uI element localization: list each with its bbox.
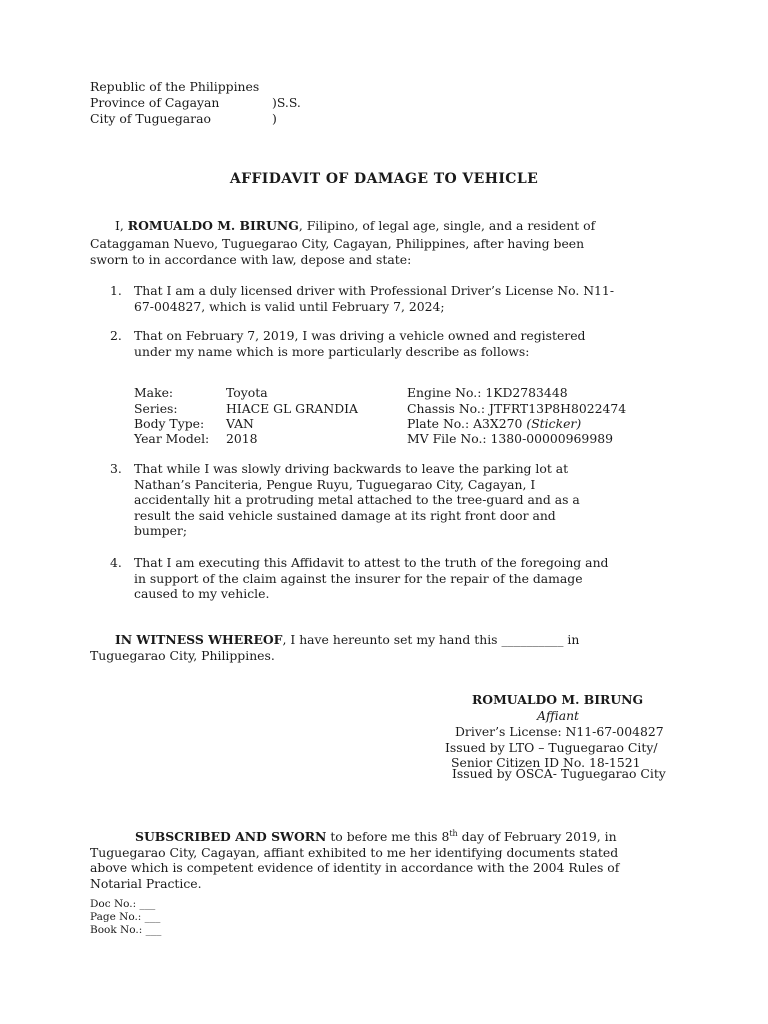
list-item-line: result the said vehicle sustained damage at its right front door and <box>134 507 556 523</box>
vehicle-label: Make: <box>134 385 174 400</box>
vehicle-right-field <box>407 431 613 447</box>
witness-text: , I have hereunto set my hand this <box>282 632 502 647</box>
list-item-4 <box>110 555 678 602</box>
list-item-line: bumper; <box>134 523 188 539</box>
affiant-name: ROMUALDO M. BIRUNG <box>127 218 299 233</box>
jurat-paragraph <box>90 826 678 892</box>
vehicle-label: Body Type: <box>134 416 205 431</box>
vehicle-label: Series: <box>134 401 178 416</box>
vehicle-value: 2018 <box>226 431 258 446</box>
jurat-superscript: th <box>449 829 458 838</box>
vehicle-row <box>134 431 694 447</box>
vehicle-right-value: 1KD2783448 <box>485 385 568 400</box>
list-item-1 <box>110 283 678 314</box>
signature-issuer-lto: Issued by LTO – Tuguegarao City/ <box>445 740 658 755</box>
list-item-number: 4. <box>110 555 122 570</box>
venue-line-2: Province of Cagayan <box>90 95 220 110</box>
jurat-line-4: Notarial Practice. <box>90 875 202 891</box>
list-item-2 <box>110 328 678 359</box>
witness-line-1 <box>90 632 678 648</box>
vehicle-right-value: A3X270 <box>473 416 523 431</box>
page-no-label: Page No.: <box>90 911 142 923</box>
list-item-line: accidentally hit a protruding metal attached to the tree-guard and as a <box>134 492 580 508</box>
list-item-line: in support of the claim against the insurer for the repair of the damage <box>134 570 583 586</box>
vehicle-value: HIACE GL GRANDIA <box>226 401 358 416</box>
vehicle-right-field <box>407 385 568 401</box>
list-item-line: Nathan’s Panciteria, Pengue Ruyu, Tuguegarao City, Cagayan, I <box>134 476 536 492</box>
signature-license: Driver’s License: N11-67-004827 <box>455 724 664 739</box>
vehicle-right-field <box>407 416 581 432</box>
vehicle-row <box>134 416 694 432</box>
vehicle-row <box>134 385 694 401</box>
witness-lead: IN WITNESS WHEREOF <box>115 632 283 647</box>
intro-lead: I, <box>115 218 128 233</box>
doc-no-blank: ___ <box>139 898 156 910</box>
signature-issuer-osca: Issued by OSCA- Tuguegarao City <box>452 766 666 781</box>
doc-no <box>90 898 155 911</box>
page-no <box>90 911 160 924</box>
vehicle-right-label: MV File No.: <box>407 431 487 446</box>
intro-paragraph <box>90 218 678 234</box>
list-item-line: under my name which is more particularly describe as follows: <box>134 343 530 359</box>
jurat-line-2: Tuguegarao City, Cagayan, affiant exhibited to me her identifying documents stated <box>90 844 619 860</box>
doc-no-label: Doc No.: <box>90 898 137 910</box>
list-item-line: 67-004827, which is valid until February 7, 2024; <box>134 298 445 314</box>
intro-line-3: sworn to in accordance with law, depose and state: <box>90 252 412 267</box>
list-item-line: That I am a duly licensed driver with Professional Driver’s License No. N11- <box>134 283 615 298</box>
list-item-number: 1. <box>110 283 122 298</box>
vehicle-right-value: JTFRT13P8H8022474 <box>488 401 627 416</box>
vehicle-row <box>134 401 694 417</box>
vehicle-right-label: Chassis No.: <box>407 401 486 416</box>
jurat-line-1 <box>90 826 678 845</box>
list-item-line: That I am executing this Affidavit to attest to the truth of the foregoing and <box>134 555 609 570</box>
book-no <box>90 924 161 937</box>
jurat-line-3: above which is competent evidence of identity in accordance with the 2004 Rules of <box>90 860 620 876</box>
vehicle-label: Year Model: <box>134 431 210 446</box>
document-title: AFFIDAVIT OF DAMAGE TO VEHICLE <box>229 171 539 187</box>
list-item-number: 2. <box>110 328 122 343</box>
intro-line-2: Cataggaman Nuevo, Tuguegarao City, Cagayan, Philippines, after having been <box>90 236 585 251</box>
venue-line-1: Republic of the Philippines <box>90 79 260 94</box>
book-no-label: Book No.: <box>90 924 143 936</box>
list-item-line: That on February 7, 2019, I was driving a vehicle owned and registered <box>134 328 586 343</box>
vehicle-right-label: Plate No.: <box>407 416 470 431</box>
list-item-line: That while I was slowly driving backwards to leave the parking lot at <box>134 461 569 476</box>
list-item-3 <box>110 461 678 539</box>
witness-paragraph <box>90 632 678 663</box>
vehicle-right-field <box>407 401 626 417</box>
jurat-lead: SUBSCRIBED AND SWORN <box>135 829 327 845</box>
venue-line-3: City of Tuguegarao <box>90 111 211 126</box>
witness-end: in <box>563 632 580 647</box>
witness-line-2: Tuguegarao City, Philippines. <box>90 647 275 663</box>
vehicle-right-value: 1380-00000969989 <box>490 431 613 446</box>
page-no-blank: ___ <box>144 911 161 923</box>
intro-line-1 <box>90 218 678 234</box>
intro-line-1-rest: , Filipino, of legal age, single, and a resident of <box>298 218 596 233</box>
venue-paren: ) <box>272 111 277 126</box>
vehicle-value: VAN <box>226 416 254 431</box>
book-no-blank: ___ <box>145 924 162 936</box>
venue-ss-marker: )S.S. <box>272 95 301 110</box>
signature-role: Affiant <box>537 708 580 723</box>
jurat-text-1: to before me this 8 <box>326 829 450 845</box>
vehicle-value: Toyota <box>226 385 268 400</box>
signature-senior-id: Senior Citizen ID No. 18-1521 <box>451 755 641 770</box>
date-blank: __________ <box>501 632 564 647</box>
signature-name: ROMUALDO M. BIRUNG <box>472 692 644 707</box>
jurat-text-2: day of February 2019, in <box>457 829 617 845</box>
list-item-line: caused to my vehicle. <box>134 586 270 602</box>
vehicle-right-label: Engine No.: <box>407 385 482 400</box>
plate-sticker-note: (Sticker) <box>526 416 582 431</box>
list-item-number: 3. <box>110 461 122 476</box>
